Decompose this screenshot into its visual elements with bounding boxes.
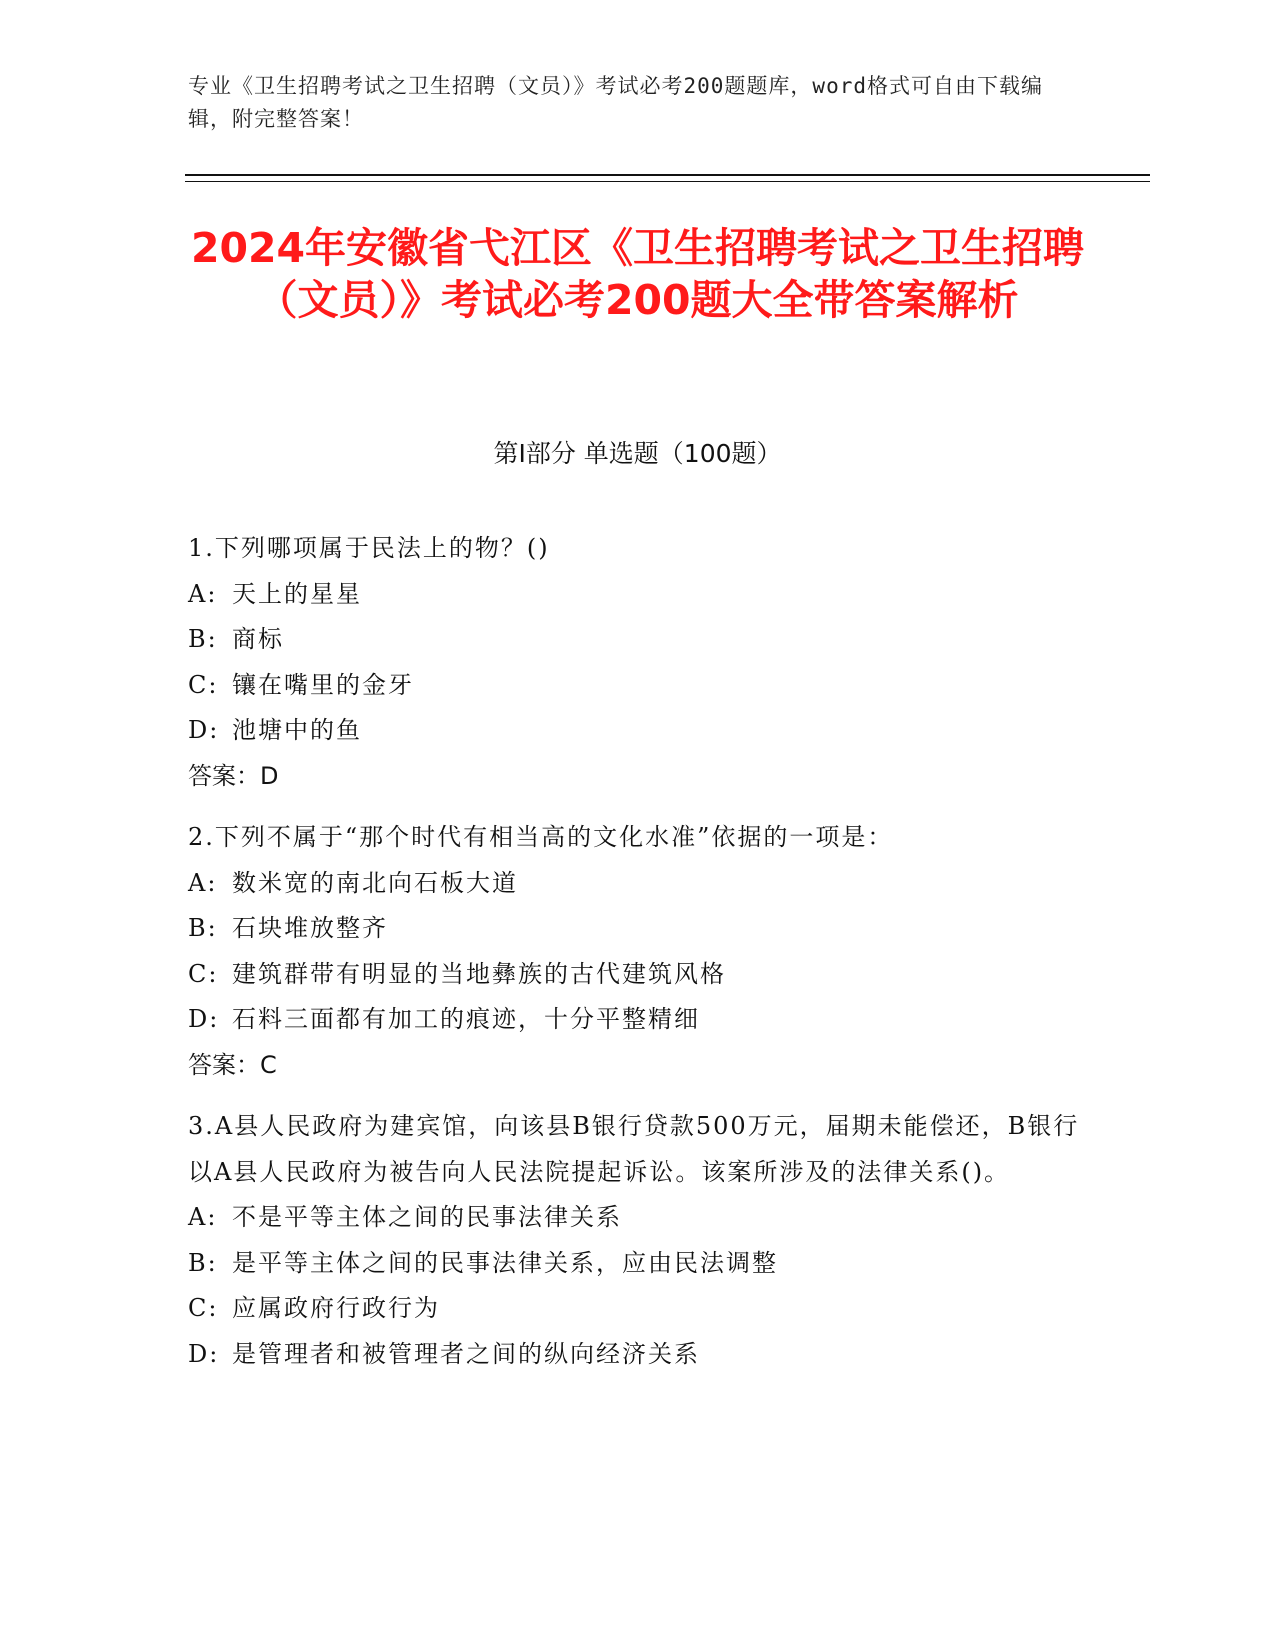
option-text: 数米宽的南北向石板大道 [232,868,518,897]
header-rule-thin [185,181,1150,182]
answer-line: 答案：C [188,1050,277,1079]
option-text: 商标 [232,625,284,653]
option-label: B: [188,1248,218,1277]
document-header: 专业《卫生招聘考试之卫生招聘（文员）》考试必考200题题库，word格式可自由下载编辑，附完整答案！ [188,74,1043,131]
option-a [188,572,1088,618]
option-text: 是管理者和被管理者之间的纵向经济关系 [232,1339,700,1368]
question-text: 1.下列哪项属于民法上的物？() [188,534,550,562]
option-text: 不是平等主体之间的民事法律关系 [232,1203,622,1231]
question-1 [188,526,1088,799]
question-3 [188,1104,1088,1377]
question-2 [188,815,1088,1088]
option-label: A: [188,1203,218,1231]
option-b [188,906,1088,952]
option-a [188,1195,1088,1241]
option-text: 是平等主体之间的民事法律关系，应由民法调整 [232,1248,778,1277]
question-text: 2.下列不属于“那个时代有相当高的文化水准”依据的一项是： [188,823,894,851]
option-c [188,952,1088,998]
option-d [188,1332,1088,1378]
document-title: 2024年安徽省弋江区《卫生招聘考试之卫生招聘（文员）》考试必考200题大全带答案解析 [190,224,1085,324]
option-text: 石料三面都有加工的痕迹，十分平整精细 [232,1005,700,1033]
option-text: 天上的星星 [232,579,362,608]
option-text: 石块堆放整齐 [232,914,388,942]
option-b [188,617,1088,663]
section-heading: 第Ⅰ部分 单选题（100题） [493,439,782,468]
option-label: D: [188,716,220,744]
option-label: C: [188,670,219,699]
option-label: B: [188,625,218,653]
option-label: B: [188,914,218,942]
option-text: 建筑群带有明显的当地彝族的古代建筑风格 [232,959,726,988]
question-list [188,526,1088,1377]
option-c [188,663,1088,709]
option-label: D: [188,1005,220,1033]
answer-line: 答案：D [188,761,279,790]
option-d [188,708,1088,754]
option-b [188,1241,1088,1287]
option-label: A: [188,868,218,897]
option-text: 镶在嘴里的金牙 [232,670,414,699]
question-text: 3.A县人民政府为建宾馆，向该县B银行贷款500万元，届期未能偿还，B银行以A县人民政府为被告向人民法院提起诉讼。该案所涉及的法律关系()。 [188,1112,1080,1186]
option-label: A: [188,579,218,608]
option-label: C: [188,1294,219,1322]
option-d [188,997,1088,1043]
option-label: D: [188,1339,220,1368]
option-a [188,861,1088,907]
option-text: 池塘中的鱼 [232,716,362,744]
option-text: 应属政府行政行为 [232,1294,440,1322]
option-c [188,1286,1088,1332]
option-label: C: [188,959,219,988]
header-rule-thick [185,174,1150,176]
